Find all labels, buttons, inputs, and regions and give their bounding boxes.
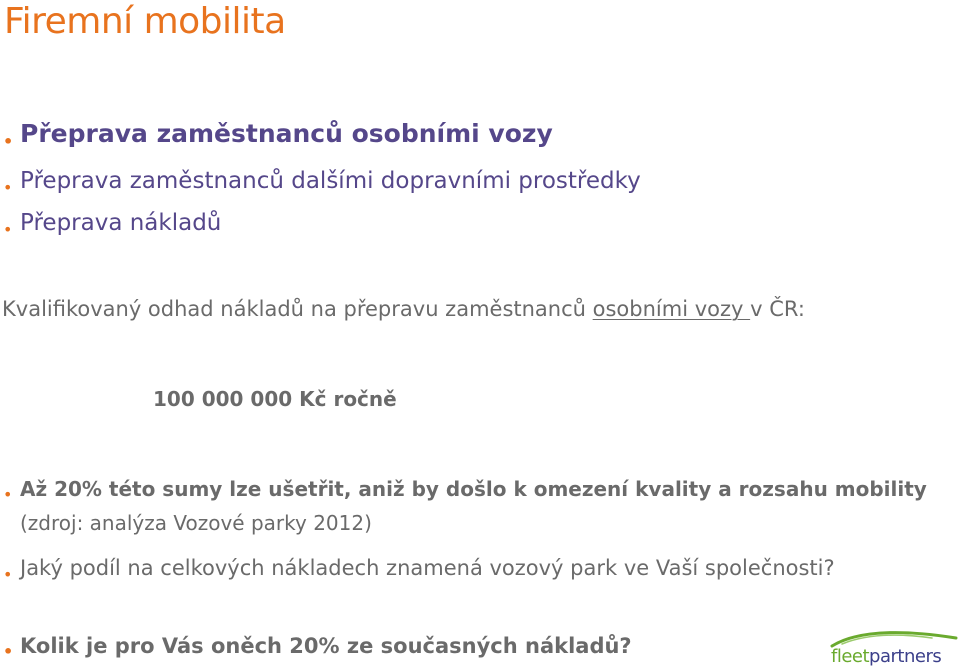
bullet-text: • Přeprava nákladů	[20, 210, 222, 236]
fleetpartners-logo	[828, 620, 958, 670]
page-title: Firemní mobilita	[4, 1, 286, 42]
bullet-item-employee-cars	[3, 118, 943, 150]
bullet-item-savings	[3, 472, 943, 540]
logo-fleet: fleet	[831, 646, 870, 667]
bullet-text: • Kolik je pro Vás oněch 20% ze současných nákladů?	[20, 634, 632, 658]
savings-statement: Až 20% této sumy lze ušetřit, aniž by došlo k omezení kvality a rozsahu mobility	[20, 477, 927, 501]
bullet-text: • Přeprava zaměstnanců dalšími dopravními prostředky	[20, 168, 641, 194]
estimate-prefix: Kvalifikovaný odhad nákladů na přepravu zaměstnanců	[2, 297, 593, 321]
bullet-text: • Přeprava zaměstnanců osobními vozy	[20, 119, 553, 148]
logo-partners: partners	[869, 646, 942, 667]
bullet-text	[20, 472, 943, 540]
annual-amount: 100 000 000 Kč ročně	[153, 387, 397, 411]
logo-wordmark	[831, 647, 941, 667]
bullet-item-cargo-transport	[3, 208, 943, 238]
estimate-underlined: osobními vozy	[592, 297, 751, 321]
savings-source: (zdroj: analýza Vozové parky 2012)	[20, 511, 372, 535]
bullet-item-other-transport	[3, 166, 943, 196]
bullet-item-question	[3, 550, 943, 586]
bullet-item-final-question	[3, 630, 943, 662]
bullet-text: • Jaký podíl na celkových nákladech znamená vozový park ve Vaší společnosti?	[20, 556, 835, 580]
estimate-statement	[2, 295, 805, 323]
estimate-suffix: v ČR:	[750, 297, 805, 321]
